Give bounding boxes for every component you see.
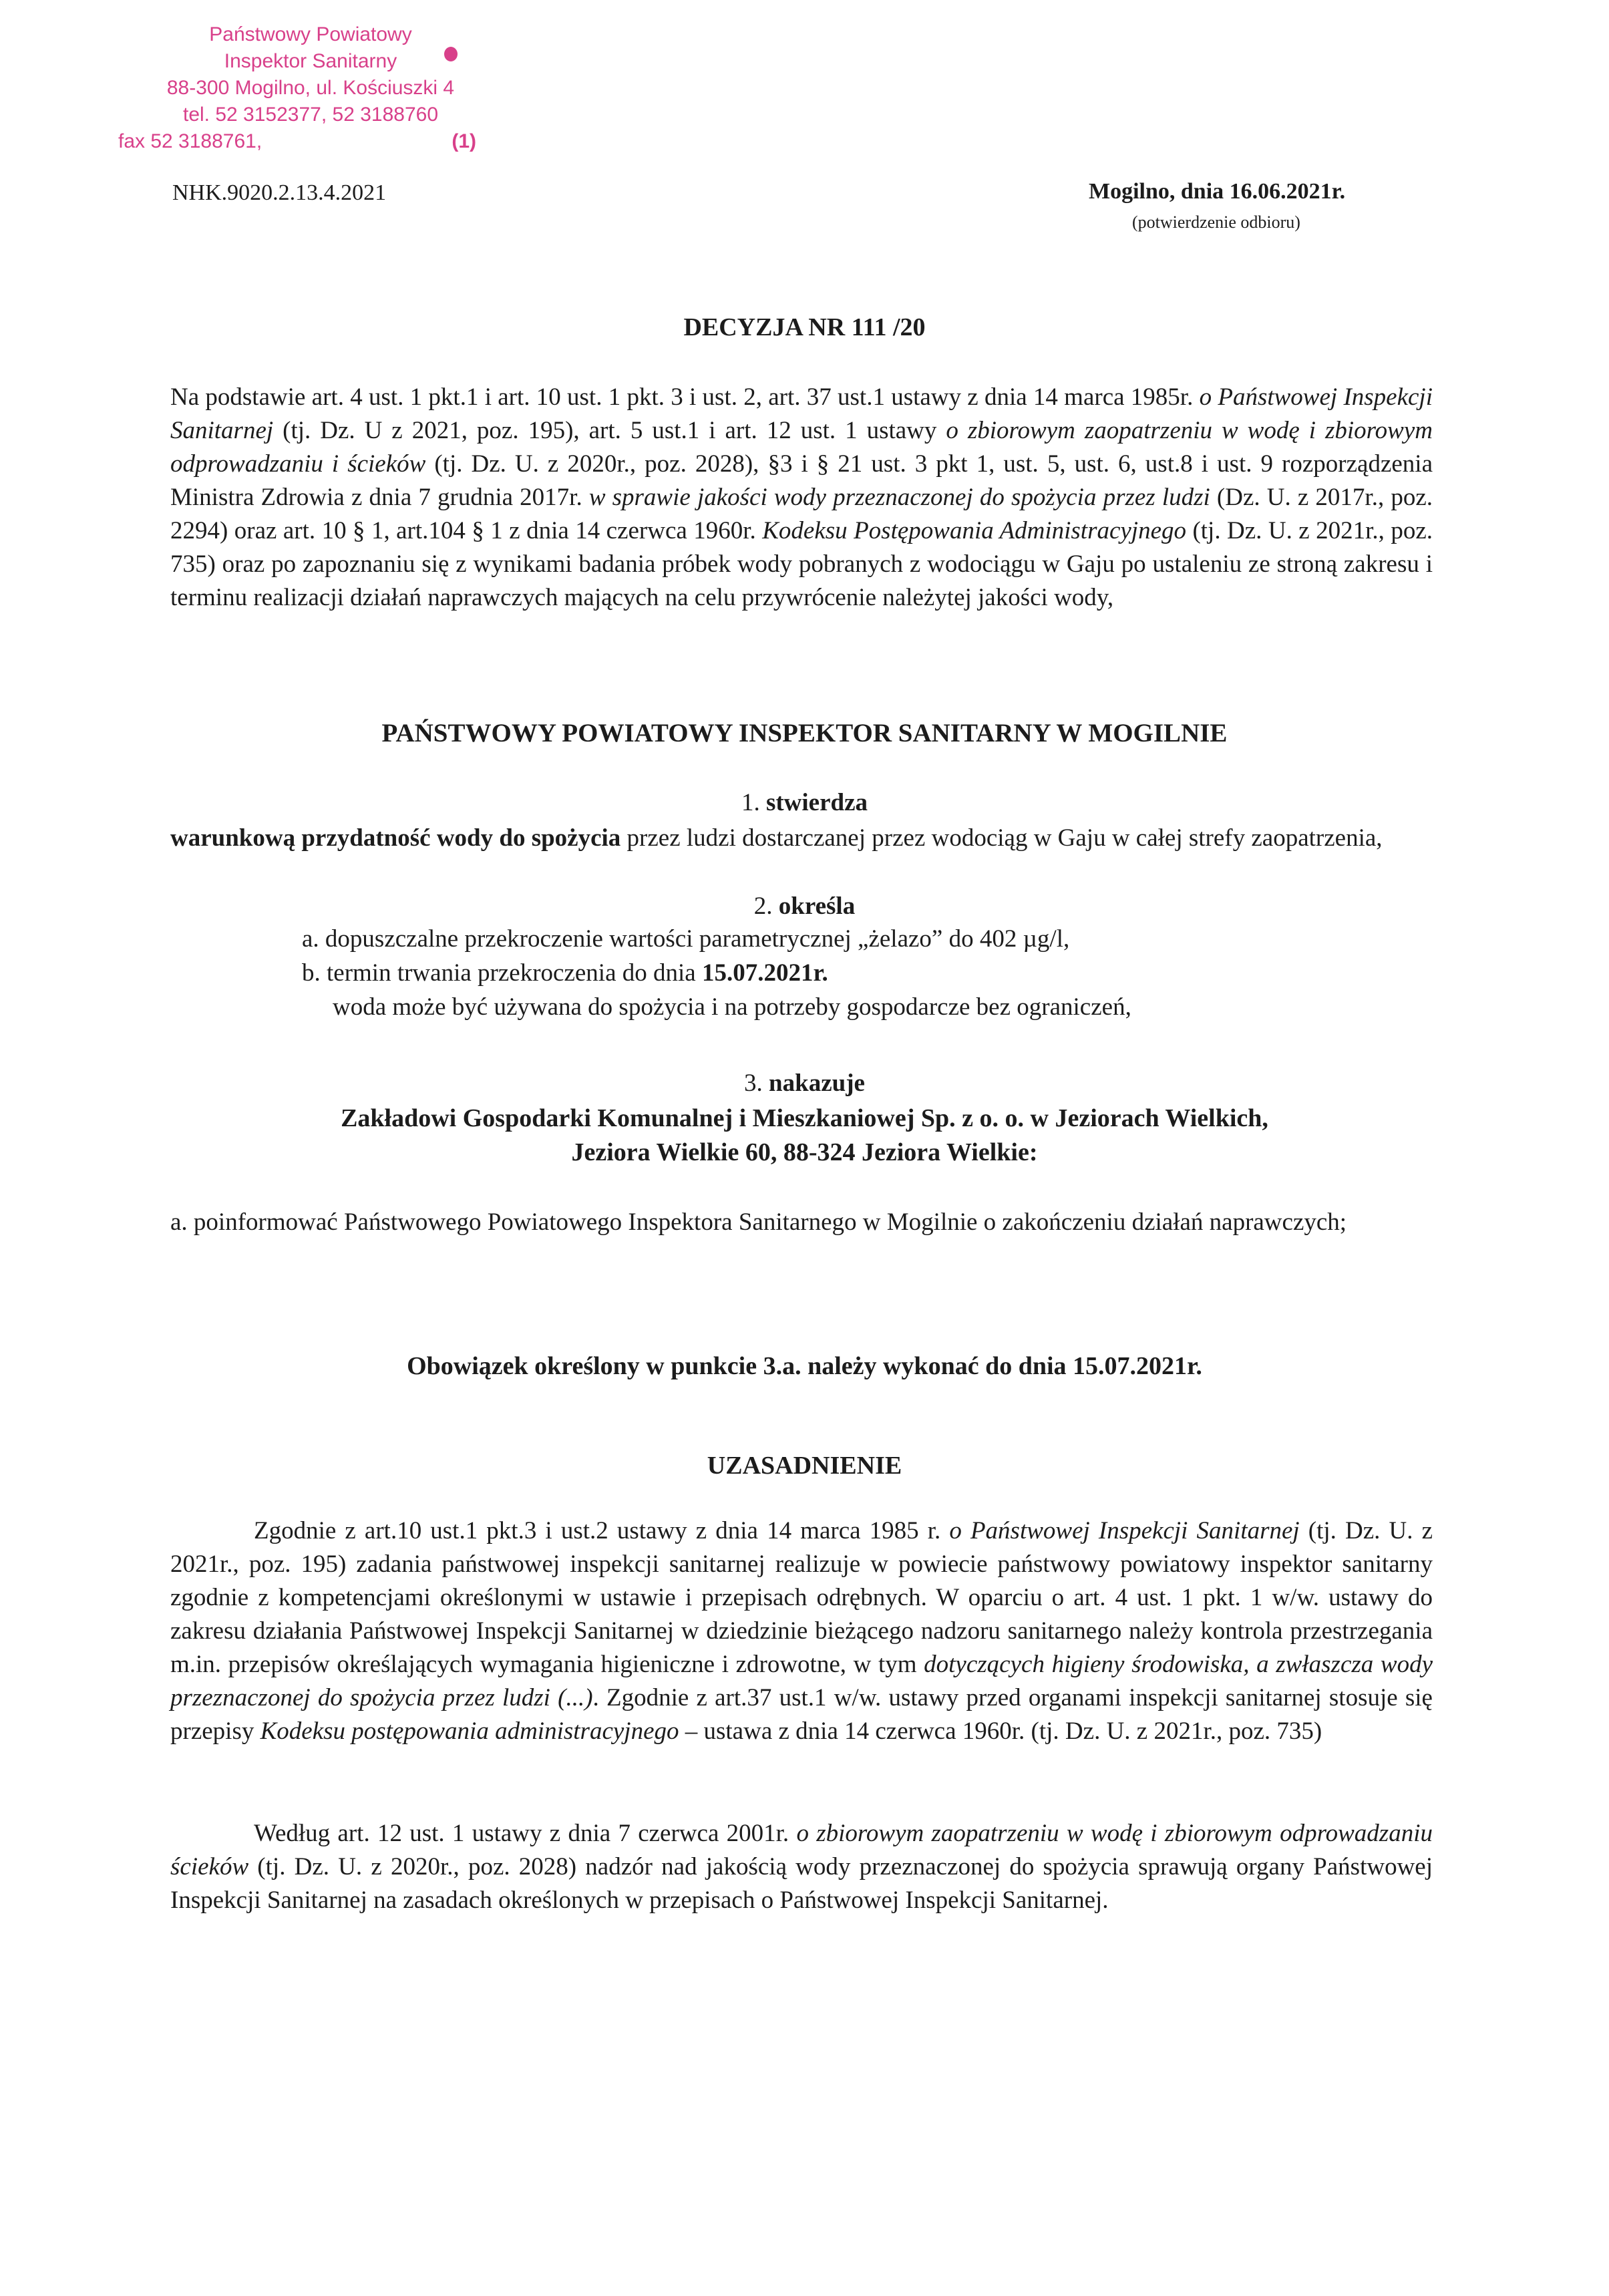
stamp-line-4: tel. 52 3152377, 52 3188760 — [182, 104, 439, 126]
company-address: Jeziora Wielkie 60, 88-324 Jeziora Wielkie: — [571, 1138, 1038, 1166]
point-2b: b. termin trwania przekroczenia do dnia 15.07.2021r. — [302, 959, 828, 987]
point-2a: a. dopuszczalne przekroczenie wartości parametrycznej „żelazo” do 402 µg/l, — [302, 925, 1070, 953]
stamp-ink-dot — [444, 47, 458, 61]
decision-title: DECYZJA NR 111 /20 — [683, 313, 926, 341]
justification-heading: UZASADNIENIE — [707, 1452, 902, 1480]
point-3-heading: 3. nakazuje — [744, 1070, 865, 1097]
legal-basis-paragraph: Na podstawie art. 4 ust. 1 pkt.1 i art. 10 ust. 1 pkt. 3 i ust. 2, art. 37 ust.1 ustawy z dnia 14 marca 1985r. o Państwowej Inspekcji Sanitarnej (tj. Dz. U z 2021, poz. 195), art. 5 ust.1 i art. 12 ust. 1 ustawy o zbiorowym zaopatrzeniu w wodę i zbiorowym odprowadzaniu i ścieków (tj. Dz. U. z 2020r., poz. 2028), §3 i § 21 ust. 3 pkt 1, ust. 5, ust. 6, ust.8 i ust. 9 rozporządzenia Ministra Zdrowia z dnia 7 grudnia 2017r. w sprawie jakości wody przeznaczonej do spożycia przez ludzi (Dz. U. z 2017r., poz. 2294) oraz art. 10 § 1, art.104 § 1 z dnia 14 czerwca 1960r. Kodeksu Postępowania Administracyjnego (tj. Dz. U. z 2021r., poz. 735) oraz po zapoznaniu się z wynikami badania próbek wody pobranych z wodociągu w Gaju po ustaleniu ze stroną zakresu i terminu realizacji działań naprawczych mających na celu przywrócenie należytej jakości wody, — [170, 383, 1433, 611]
case-number: NHK.9020.2.13.4.2021 — [172, 180, 387, 205]
office-stamp — [117, 21, 504, 155]
point-3a: a. poinformować Państwowego Powiatowego Inspektora Sanitarnego w Mogilnie o zakończeniu działań naprawczych; — [170, 1208, 1347, 1236]
justification-paragraph-1: Zgodnie z art.10 ust.1 pkt.3 i ust.2 ustawy z dnia 14 marca 1985 r. o Państwowej Inspekcji Sanitarnej (tj. Dz. U. z 2021r., poz. 195) zadania państwowej inspekcji sanitarnej realizuje w powiecie państwowy powiatowy inspektor sanitarny zgodnie z kompetencjami określonymi w ustawie i przepisach odrębnych. W oparciu o art. 4 ust. 1 pkt. 1 w/w. ustawy do zakresu działania Państwowej Inspekcji Sanitarnej w dziedzinie bieżącego nadzoru sanitarnego należy kontrola przestrzegania m.in. przepisów określających wymagania higieniczne i zdrowotne, w tym dotyczących higieny środowiska, a zwłaszcza wody przeznaczonej do spożycia przez ludzi (...). Zgodnie z art.37 ust.1 w/w. ustawy przed organami inspekcji sanitarnej stosuje się przepisy Kodeksu postępowania administracyjnego – ustawa z dnia 14 czerwca 1960r. (tj. Dz. U. z 2021r., poz. 735) — [170, 1517, 1433, 1745]
stamp-line-1: Państwowy Powiatowy — [209, 23, 412, 45]
obligation-deadline: Obowiązek określony w punkcie 3.a. należy wykonać do dnia 15.07.2021r. — [407, 1352, 1202, 1380]
place-date: Mogilno, dnia 16.06.2021r. — [1089, 179, 1346, 204]
inspector-heading: PAŃSTWOWY POWIATOWY INSPEKTOR SANITARNY W MOGILNIE — [381, 719, 1228, 748]
point-1-text: warunkową przydatność wody do spożycia przez ludzi dostarczanej przez wodociąg w Gaju w całej strefy zaopatrzenia, — [170, 824, 1383, 852]
receipt-confirmation: (potwierdzenie odbioru) — [1132, 212, 1300, 232]
point-2c: woda może być używana do spożycia i na potrzeby gospodarcze bez ograniczeń, — [333, 993, 1131, 1021]
stamp-number: (1) — [452, 130, 476, 152]
stamp-line-2: Inspektor Sanitarny — [224, 50, 397, 72]
stamp-line-5: fax 52 3188761, — [118, 130, 262, 152]
point-1-heading: 1. stwierdza — [741, 789, 868, 816]
point-2-heading: 2. określa — [753, 892, 856, 920]
justification-paragraph-2: Według art. 12 ust. 1 ustawy z dnia 7 czerwca 2001r. o zbiorowym zaopatrzeniu w wodę i zbiorowym odprowadzaniu ścieków (tj. Dz. U. z 2020r., poz. 2028) nadzór nad jakością wody przeznaczonej do spożycia sprawują organy Państwowej Inspekcji Sanitarnej na zasadach określonych w przepisach o Państwowej Inspekcji Sanitarnej. — [170, 1820, 1433, 1914]
stamp-line-3: 88-300 Mogilno, ul. Kościuszki 4 — [166, 77, 455, 99]
company-name: Zakładowi Gospodarki Komunalnej i Mieszkaniowej Sp. z o. o. w Jeziorach Wielkich, — [341, 1104, 1268, 1132]
